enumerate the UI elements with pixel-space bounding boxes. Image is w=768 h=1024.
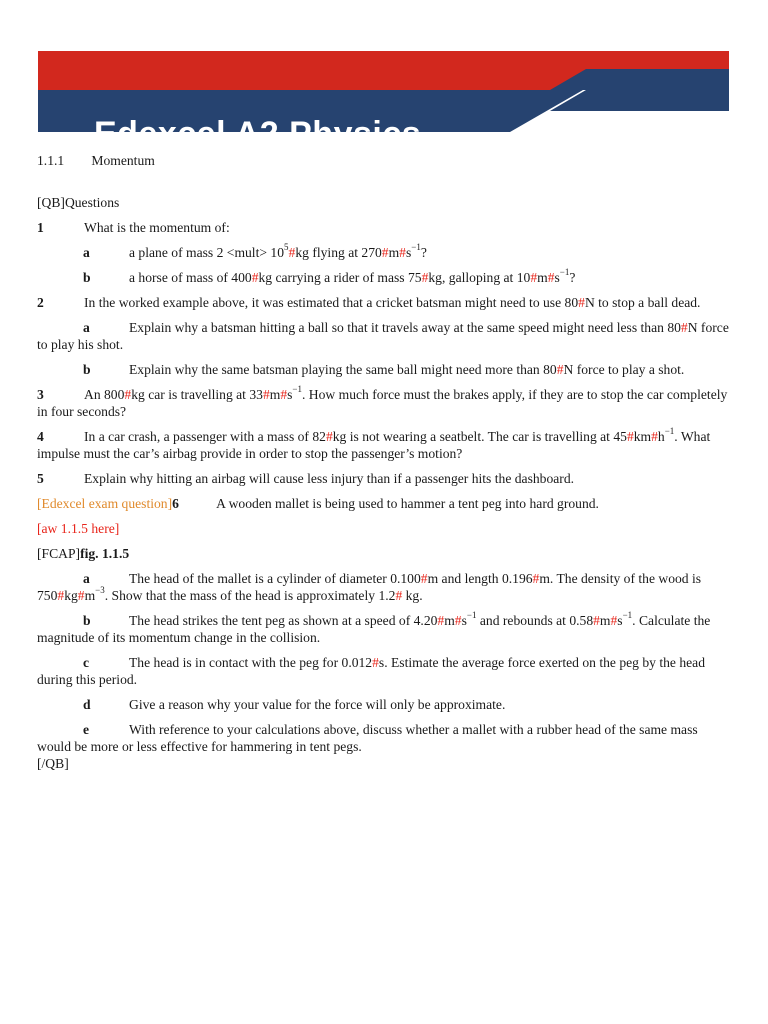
question-6c: c The head is in contact with the peg for 0.012#s. Estimate the average force exerted on the peg by the head during this period. [37, 655, 706, 687]
questions-open-tag: [QB]Questions [37, 195, 120, 210]
part-label: e [83, 722, 90, 737]
question-6a: a The head of the mallet is a cylinder of diameter 0.100#m and length 0.196#m. The density of the wood is $750\#kg\#m^{-3}$. Show that the mass of the head is approximately 1.2# kg. [37, 571, 702, 603]
part-label: a [83, 571, 90, 586]
question-6: [Edexcel exam question]6 A wooden mallet is being used to hammer a tent peg into hard ground. [37, 496, 599, 511]
part-label: a [83, 245, 90, 260]
document-body [37, 152, 729, 772]
question-2: 2 In the worked example above, it was estimated that a cricket batsman might need to use 80#N to stop a ball dead. [37, 295, 701, 310]
hash-marker: # [288, 245, 296, 260]
figure-caption [37, 545, 729, 562]
question-number: 3 [37, 387, 44, 402]
part-label: b [83, 613, 91, 628]
question-3: 3 An 800#kg car is travelling at $33\#m\#s^{-1}$. How much force must the brakes apply, if they are to stop the car completely in four seconds? [37, 384, 728, 419]
question-4: 4 In a car crash, a passenger with a mass of 82#kg is not wearing a seatbelt. The car is travelling at $45\#km\#h^{-1}$. What impulse must the car’s airbag provide in order to stop the passenger’s motion? [37, 426, 711, 461]
banner-title: Edexcel A2 Physics [94, 115, 422, 153]
part-label: b [83, 270, 91, 285]
question-number: 2 [37, 295, 44, 310]
question-2a: a Explain why a batsman hitting a ball so that it travels away at the same speed might need less than 80#N force to play his shot. [37, 320, 729, 352]
section-number: 1.1.1 [37, 153, 65, 168]
question-1: 1 What is the momentum of: [37, 220, 230, 235]
question-6b: b The head strikes the tent peg as shown at a speed of $4.20\#m\#s^{-1}$ and rebounds at $0.58\#m\#s^{-1}$. Calculate the magnitude of its momentum change in the collision. [37, 610, 711, 645]
question-6e: e With reference to your calculations above, discuss whether a mallet with a rubber head of the same mass would be more or less effective for hammering in tent pegs. [37, 722, 698, 754]
question-2b: b Explain why the same batsman playing the same ball might need more than 80#N force to play a shot. [37, 361, 729, 378]
part-label: b [83, 362, 91, 377]
part-label: a [83, 320, 90, 335]
section-title: Momentum [91, 153, 155, 168]
exam-question-tag: [Edexcel exam question] [37, 496, 173, 511]
question-1a: a a plane of mass 2 <mult> $10^5\#kg$ flying at $270\#m\#s^{-1}$? [37, 244, 729, 261]
questions-close-tag: [/QB] [37, 756, 69, 771]
question-number: 6 [172, 496, 179, 511]
question-5: 5 Explain why hitting an airbag will cause less injury than if a passenger hits the dashboard. [37, 471, 575, 486]
question-6d: d Give a reason why your value for the force will only be approximate. [37, 696, 729, 713]
question-number: 4 [37, 429, 44, 444]
figure-label: fig. 1.1.5 [80, 546, 130, 561]
artwork-placeholder: [aw 1.1.5 here] [37, 521, 120, 536]
question-1b: b a horse of mass of 400#kg carrying a rider of mass 75#kg, galloping at $10\#m\#s^{-1}$? [37, 269, 729, 286]
part-label: d [83, 697, 91, 712]
part-label: c [83, 655, 90, 670]
question-number: 5 [37, 471, 44, 486]
question-number: 1 [37, 220, 44, 235]
fcap-tag: [FCAP] [37, 546, 81, 561]
section-heading [37, 152, 729, 169]
header-banner [38, 51, 729, 153]
